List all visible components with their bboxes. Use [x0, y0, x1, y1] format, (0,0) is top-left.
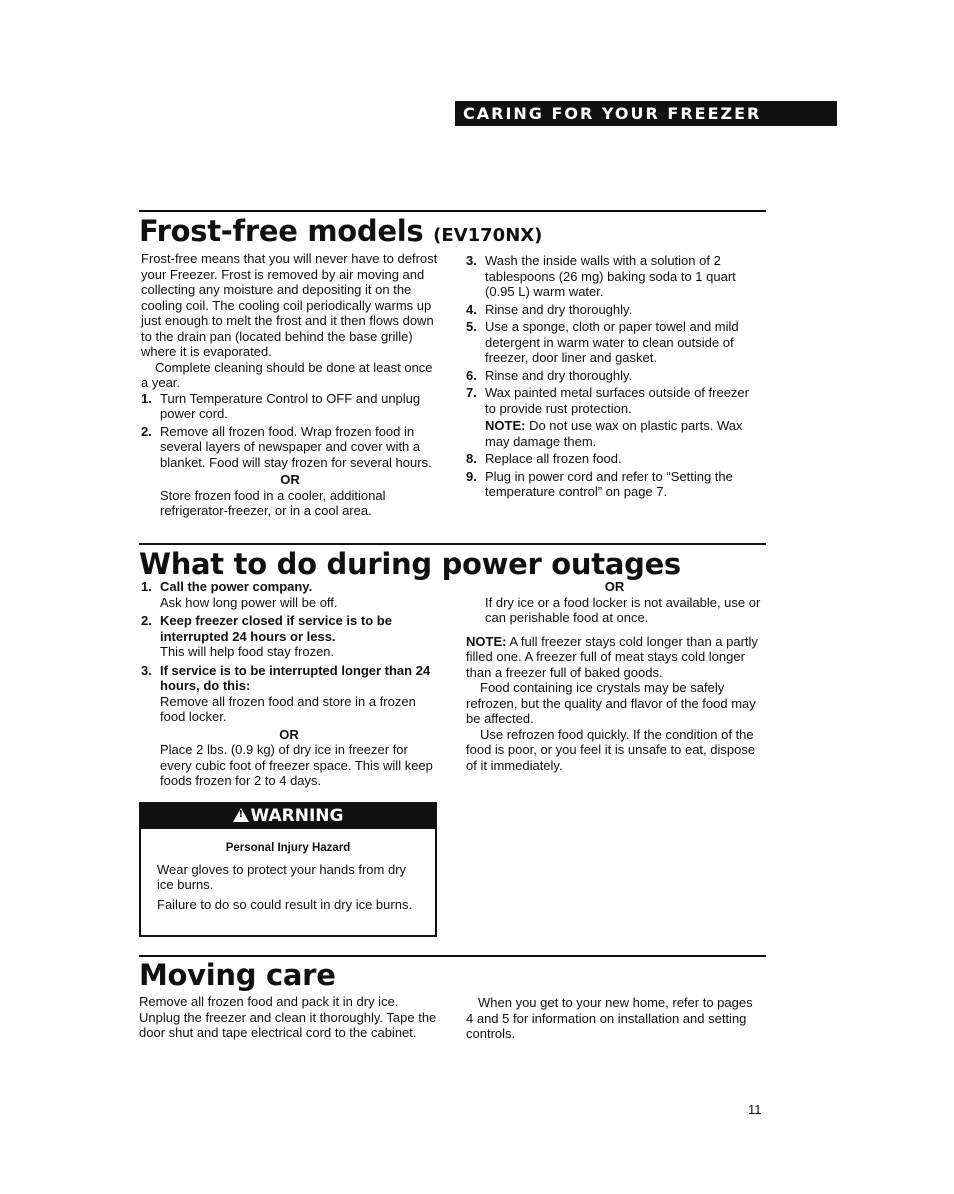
moving-left-text: Remove all frozen food and pack it in dry ice. Unplug the freezer and clean it thoroughly. Tape the door shut and tape electrical cord to the cabinet. [139, 994, 437, 1040]
step-number: 3. [466, 253, 477, 268]
step-text: Wash the inside walls with a solution of 2 tablespoons (26 mg) baking soda to 1 quart (0.95 L) warm water. [485, 253, 736, 299]
alternative-text: Store frozen food in a cooler, additional refrigerator-freezer, or in a cool area. [160, 487, 386, 518]
step-text: Ask how long power will be off. [160, 594, 338, 610]
step-number: 4. [466, 301, 477, 317]
step-text: This will help food stay frozen. [160, 644, 335, 659]
outages-steps [141, 579, 437, 725]
or-separator: OR [279, 726, 299, 742]
step-text: Rinse and dry thoroughly. [485, 367, 633, 383]
step-number: 3. [141, 662, 152, 678]
section-rule [139, 955, 766, 957]
step-number: 5. [466, 319, 477, 334]
warning-label: WARNING [250, 806, 344, 826]
note-label: NOTE: [485, 418, 526, 433]
frost-free-intro2: Complete cleaning should be done at least once a year. [141, 359, 433, 390]
moving-right-text: When you get to your new home, refer to pages 4 and 5 for information on installation and setting controls. [466, 995, 753, 1041]
step-number: 9. [466, 468, 477, 484]
step-text: Remove all frozen food. Wrap frozen food in several layers of newspaper and cover with a blanket. Food will stay frozen for several hours. [160, 423, 432, 470]
list-item [141, 613, 437, 660]
warning-body [157, 862, 425, 917]
note-label: NOTE: [466, 633, 507, 649]
step-text: Rinse and dry thoroughly. [485, 301, 633, 317]
step-number: 1. [141, 390, 152, 406]
full-freezer-note [466, 634, 763, 681]
step-number: 7. [466, 385, 477, 400]
step-heading: Call the power company. [160, 579, 313, 594]
list-item [466, 385, 763, 416]
section-rule [139, 210, 766, 212]
list-item [141, 663, 437, 725]
warning-triangle-icon [233, 808, 249, 822]
or-separator: OR [280, 472, 300, 487]
refrozen-use-text: Use refrozen food quickly. If the condition of the food is poor, or you feel it is unsafe to eat, dispose of it immediately. [466, 726, 756, 773]
step-number: 2. [141, 613, 152, 628]
step-number: 8. [466, 451, 477, 466]
step-text: Turn Temperature Control to OFF and unplug power cord. [160, 390, 421, 421]
frost-free-title: Frost-free models [139, 214, 424, 248]
frost-free-steps-right-2 [466, 451, 763, 500]
alternative-text: If dry ice or a food locker is not available, use or can perishable food at once. [485, 594, 761, 625]
list-item [466, 469, 763, 500]
step-text: Wax painted metal surfaces outside of freezer to provide rust protection. [485, 385, 749, 416]
step-text: Replace all frozen food. [485, 451, 622, 466]
list-item [141, 424, 439, 471]
frost-free-heading [139, 214, 542, 253]
or-separator: OR [604, 579, 625, 594]
frost-free-right-column [466, 253, 763, 502]
outages-left-column [141, 579, 437, 789]
refreeze-text: Food containing ice crystals may be safely refrozen, but the quality and flavor of the food may be affected. [466, 680, 756, 726]
step-number: 1. [141, 579, 152, 594]
page-number: 11 [748, 1102, 762, 1117]
frost-free-steps-right [466, 253, 763, 416]
warning-line: Wear gloves to protect your hands from dry ice burns. [157, 862, 407, 892]
step-heading: If service is to be interrupted longer than 24 hours, do this: [160, 662, 431, 693]
model-code: (EV170NX) [433, 225, 543, 246]
warning-box [139, 802, 437, 937]
warning-line: Failure to do so could result in dry ice burns. [157, 897, 413, 912]
hazard-title: Personal Injury Hazard [225, 842, 351, 854]
step-number: 6. [466, 367, 477, 383]
wax-note [466, 418, 763, 449]
power-outages-heading: What to do during power outages [139, 547, 681, 581]
list-item [466, 451, 763, 467]
step-number: 2. [141, 423, 152, 439]
step-text: Plug in power cord and refer to “Setting the temperature control” on page 7. [485, 468, 733, 499]
list-item [466, 368, 763, 384]
step-text: Use a sponge, cloth or paper towel and mild detergent in warm water to clean outside of freezer, door liner and gasket. [485, 319, 739, 365]
list-item [466, 253, 763, 300]
list-item [466, 319, 763, 366]
outages-right-column [466, 579, 763, 773]
frost-free-steps-left [141, 391, 439, 471]
moving-care-heading: Moving care [139, 958, 336, 992]
list-item [466, 302, 763, 318]
step-heading: Keep freezer closed if service is to be interrupted 24 hours or less. [160, 613, 392, 644]
step-text: Remove all frozen food and store in a frozen food locker. [160, 693, 416, 724]
list-item [141, 579, 437, 610]
note-text: Do not use wax on plastic parts. Wax may damage them. [485, 418, 743, 449]
warning-header [141, 804, 435, 829]
note-text: A full freezer stays cold longer than a partly filled one. A freezer full of meat stays cold longer than a freezer full of baked goods. [466, 633, 758, 680]
section-rule [139, 543, 766, 545]
dry-ice-text: Place 2 lbs. (0.9 kg) of dry ice in freezer for every cubic foot of freezer space. This will keep foods frozen for 2 to 4 days. [160, 742, 433, 788]
frost-free-left-column [141, 251, 439, 519]
list-item [141, 391, 439, 422]
section-banner: CARING FOR YOUR FREEZER [455, 101, 837, 126]
frost-free-intro: Frost-free means that you will never have to defrost your Freezer. Frost is removed by air moving and collecting any moisture and depositing it on the cooling coil. The cooling coil periodically warms up just enough to melt the frost and it then flows down to the drain pan (located behind the base grille) where it is evaporated. [141, 251, 438, 359]
